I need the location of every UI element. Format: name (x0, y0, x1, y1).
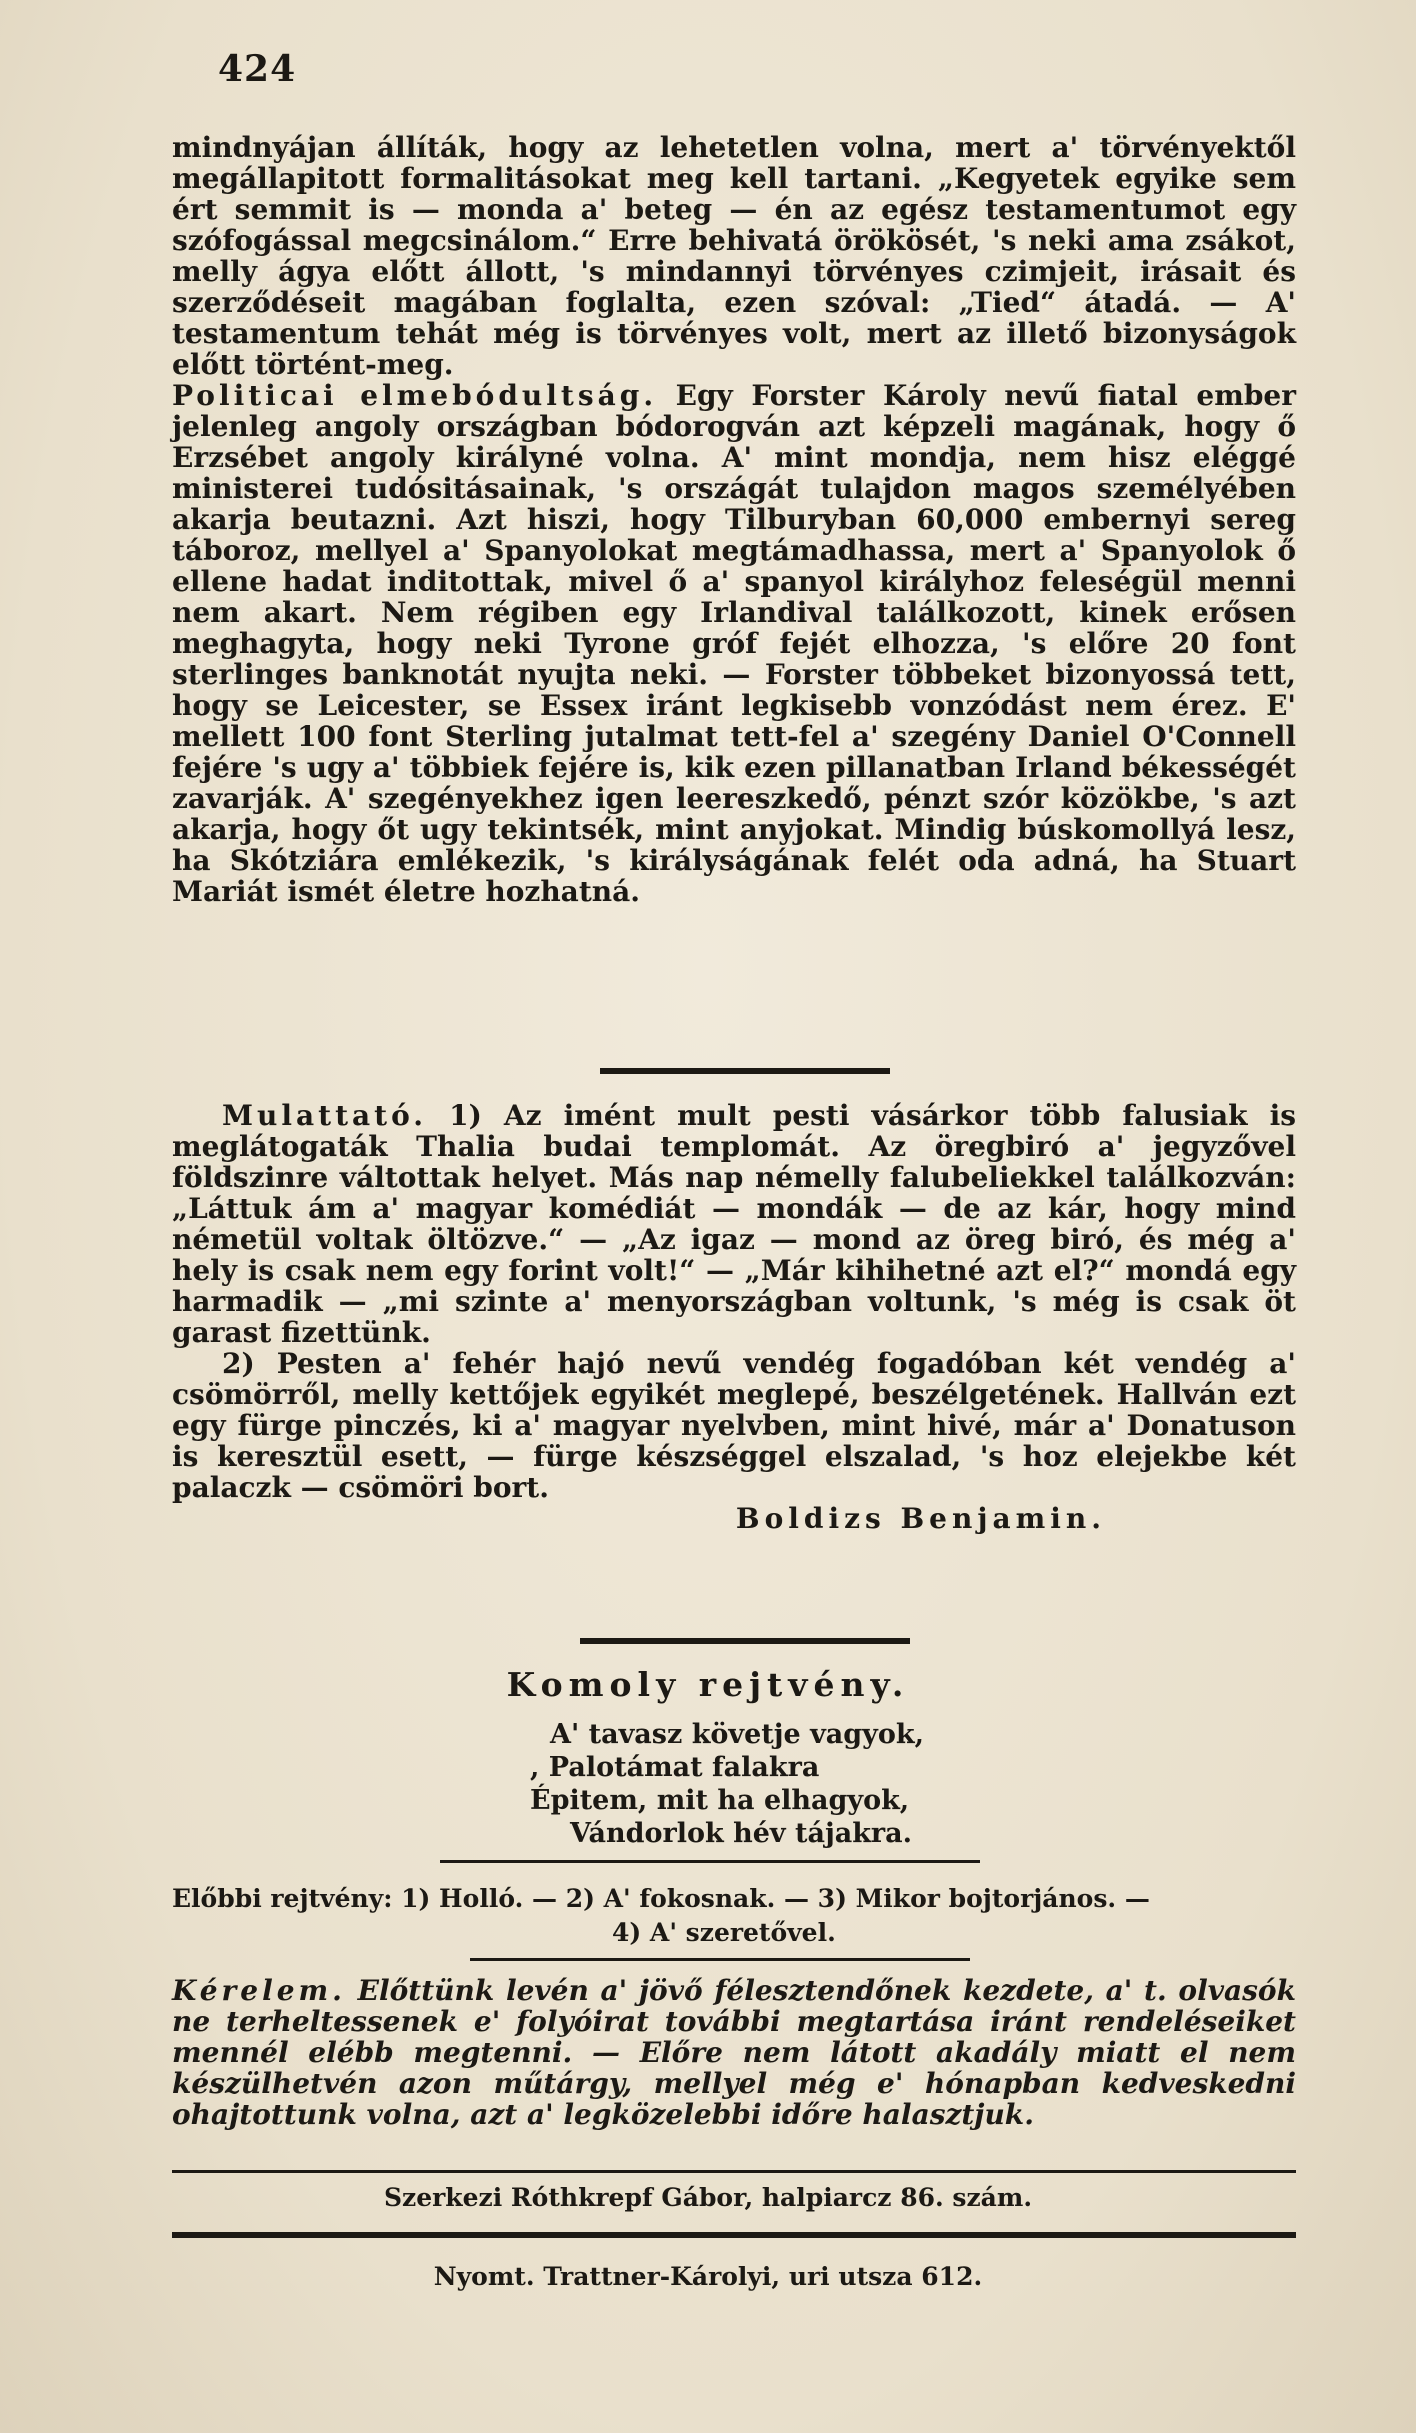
riddle-line: Épitem, mit ha elhagyok, (530, 1785, 910, 1816)
editor-line: Szerkezi Róthkrepf Gábor, halpiarcz 86. szám. (383, 2183, 1033, 2212)
divider-3 (440, 1860, 980, 1863)
section-title: Politicai elmebódultság. (172, 379, 658, 412)
article2-p1: 1) Az imént mult pesti vásárkor több falusiak is meglátogaták Thalia budai templomát. Az öregbiró a' jegyzővel földszinre váltottak helyet. Más nap némelly falubeliekkel találkozván: „Láttuk ám a' magyar komédiát — mondák — de az kár, hogy mind németül voltak öltözve.“ — „Az igaz — mond az öreg biró, és még a' hely is csak nem egy forint volt!“ — „Már kihihetné azt el?“ mondá egy harmadik — „mi szinte a' menyországban voltunk, 's még is csak öt garast fizettünk. (172, 1099, 1296, 1349)
subscription-request (172, 1975, 1296, 2130)
printer-line: Nyomt. Trattner-Károlyi, uri utsza 612. (433, 2262, 983, 2291)
section-body: Egy Forster Károly nevű fiatal ember jelenleg angoly országban bódorogván azt képzeli magának, hogy ő Erzsébet angoly királyné volna. A' mint mondja, nem hisz eléggé ministerei tudósitásainak, 's országát tulajdon magos személyében akarja beutazni. Azt hiszi, hogy Tilburyban 60,000 embernyi sereg táboroz, mellyel a' Spanyolokat megtámadhassa, mert a' Spanyolok ő ellene hadat inditottak, mivel ő a' spanyol királyhoz feleségül menni nem akart. Nem régiben egy Irlandival találkozott, kinek erősen meghagyta, hogy neki Tyrone gróf fejét elhozza, 's előre 20 font sterlinges banknotát nyujta neki. — Forster többeket bizonyossá tett, hogy se Leicester, se Essex iránt legkisebb vonzódást nem érez. E' mellett 100 font Sterling jutalmat tett-fel a' szegény Daniel O'Connell fejére 's ugy a' többiek fejére is, kik ezen pillanatban Irland békességét zavarják. A' szegényekhez igen leereszkedő, pénzt szór közökbe, 's azt akarja, hogy őt ugy tekintsék, mint anyjokat. Mindig búskomollyá lesz, ha Skótziára emlékezik, 's királyságának felét oda adná, ha Stuart Mariát ismét életre hozhatná. (172, 379, 1296, 908)
previous-riddle-answers (172, 1882, 1296, 1950)
riddle-line: A' tavasz követje vagyok, (550, 1719, 924, 1750)
request-body: Előttünk levén a' jövő félesztendőnek kezdete, a' t. olvasók ne terheltessenek e' folyóirat további megtartása iránt rendeléseiket mennél elébb megtenni. — Előre nem látott akadály miatt el nem készülhetvén azon műtárgy, mellyel még e' hónapban kedveskedni ohajtottunk volna, azt a' legközelebbi időre halasztjuk. (172, 1974, 1296, 2131)
author-signature: Boldizs Benjamin. (735, 1502, 1106, 1535)
previous-riddle-line-1: Előbbi rejtvény: 1) Holló. — 2) A' fokosnak. — 3) Mikor bojtorjános. — (172, 1884, 1150, 1913)
article2-paragraph-2: 2) Pesten a' fehér hajó nevű vendég fogadóban két vendég a' csömörről, melly kettőjek egyikét meglepé, beszélgetének. Hallván ezt egy fürge pinczés, ki a' magyar nyelvben, mint hivé, már a' Donatuson is keresztül esett, — fürge készséggel elszalad, 's hoz elejekbe két palaczk — csömöri bort. (172, 1347, 1296, 1504)
divider-1 (600, 1068, 890, 1074)
article1-section (172, 380, 1296, 907)
divider-4 (470, 1958, 970, 1961)
previous-riddle-line-2: 4) A' szeretővel. (612, 1918, 836, 1947)
article2-title: Mulattató. (222, 1099, 428, 1132)
divider-2 (580, 1638, 910, 1644)
riddle-line: Vándorlok hév tájakra. (570, 1818, 913, 1849)
riddle-poem (530, 1718, 970, 1850)
riddle-line: , Palotámat falakra (530, 1752, 820, 1783)
article1-paragraph: mindnyájan állíták, hogy az lehetetlen volna, mert a' törvényektől megállapitott formalitásokat meg kell tartani. „Kegyetek egyike sem ért semmit is — monda a' beteg — én az egész testamentumot egy szófogással megcsinálom.“ Erre behivatá örökösét, 's neki ama zsákot, melly ágya előtt állott, 's mindannyi törvényes czimjeit, irásait és szerződéseit magában foglalta, ezen szóval: „Tied“ átadá. — A' testamentum tehát még is törvényes volt, mert az illető bizonyságok előtt történt-meg. (172, 131, 1296, 381)
divider-6 (172, 2232, 1296, 2238)
article-column-1 (172, 132, 1296, 907)
divider-5 (172, 2170, 1296, 2173)
request-lead: Kérelem. (172, 1974, 346, 2007)
article-column-2 (172, 1100, 1296, 1534)
page-number: 424 (218, 48, 297, 90)
article2-paragraph-1 (172, 1100, 1296, 1348)
riddle-title: Komoly rejtvény. (506, 1665, 910, 1704)
